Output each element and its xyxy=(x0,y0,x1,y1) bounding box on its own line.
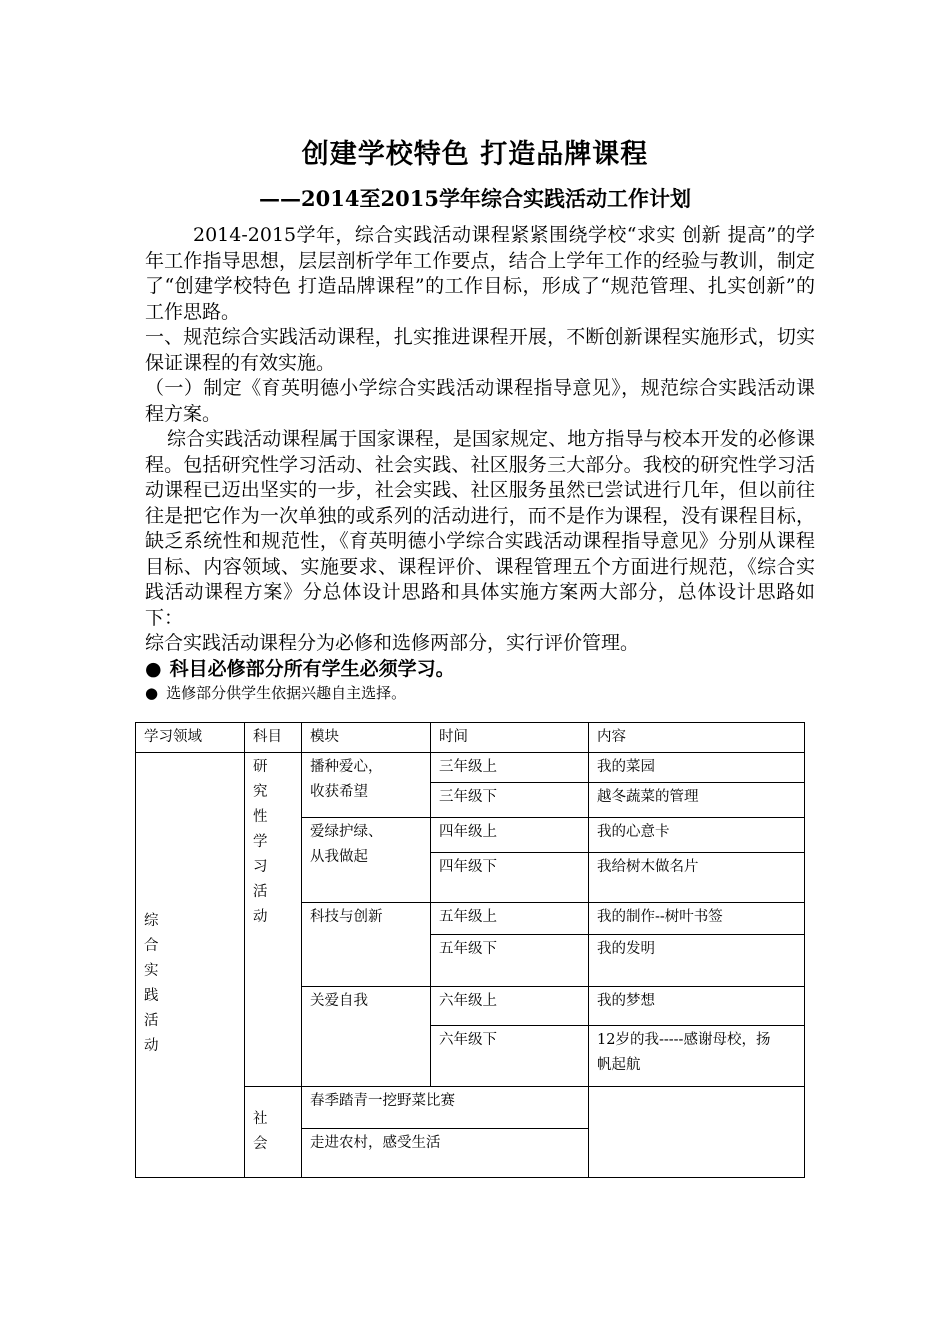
domain-label: 综 合 实 践 活 动 xyxy=(144,913,159,1054)
document-body xyxy=(145,223,815,704)
time-cell: 三年级下 xyxy=(431,783,589,818)
paragraph-course-description: 综合实践活动课程属于国家课程，是国家规定、地方指导与校本开发的必修课程。包括研究性学习活动、社会实践、社区服务三大部分。我校的研究性学习活动课程已迈出坚实的一步，社会实践、社区服务虽然已尝试进行几年，但以前往往是把它作为一次单独的或系列的活动进行，而不是作为课程，没有课程目标，缺乏系统性和规范性，《育英明德小学综合实践活动课程指导意见》分别从课程目标、内容领域、实施要求、课程评价、课程管理五个方面进行规范，《综合实践活动课程方案》分总体设计思路和具体实施方案两大部分，总体设计思路如下： xyxy=(145,428,815,629)
module-cell: 关爱自我 xyxy=(302,987,431,1087)
time-cell: 四年级下 xyxy=(431,853,589,903)
paragraph-course-structure: 综合实践活动课程分为必修和选修两部分，实行评价管理。 xyxy=(145,632,640,654)
header-time: 时间 xyxy=(431,723,589,753)
header-domain: 学习领域 xyxy=(136,723,245,753)
module-cell: 爱绿护绿、 从我做起 xyxy=(302,818,431,903)
header-content: 内容 xyxy=(589,723,805,753)
bullet-icon: ● xyxy=(145,684,159,702)
social-activity-cell: 春季踏青一挖野菜比赛 xyxy=(302,1087,589,1129)
content-cell: 我的发明 xyxy=(589,935,805,987)
curriculum-table xyxy=(135,722,805,1178)
time-cell: 四年级上 xyxy=(431,818,589,853)
header-subject: 科目 xyxy=(245,723,302,753)
bullet-elective-text: 选修部分供学生依据兴趣自主选择。 xyxy=(166,684,407,702)
content-cell: 我的梦想 xyxy=(589,987,805,1026)
time-cell: 五年级上 xyxy=(431,903,589,935)
bullet-elective xyxy=(145,682,815,704)
time-cell: 六年级下 xyxy=(431,1026,589,1087)
module-cell: 播种爱心， 收获希望 xyxy=(302,753,431,818)
social-activity-cell: 走进农村，感受生活 xyxy=(302,1129,589,1178)
content-cell: 我给树木做名片 xyxy=(589,853,805,903)
time-cell: 三年级上 xyxy=(431,753,589,783)
bullet-required xyxy=(145,657,815,683)
content-cell: 我的制作--树叶书签 xyxy=(589,903,805,935)
document-title: 创建学校特色 打造品牌课程 xyxy=(301,139,649,170)
social-content-cell xyxy=(589,1087,805,1178)
document-subtitle: ——2014至2015学年综合实践活动工作计划 xyxy=(259,186,691,211)
time-cell: 六年级上 xyxy=(431,987,589,1026)
bullet-required-text: 科目必修部分所有学生必须学习。 xyxy=(169,657,455,680)
subject-social-cell: 社 会 xyxy=(245,1087,302,1178)
module-cell: 科技与创新 xyxy=(302,903,431,987)
subject-research-label: 研 究 性 学 习 活 动 xyxy=(253,759,268,925)
table-row xyxy=(136,753,805,783)
paragraph-section-1: 一、规范综合实践活动课程，扎实推进课程开展，不断创新课程实施形式，切实保证课程的有效实施。 xyxy=(145,326,815,374)
paragraph-subsection-1: （一）制定《育英明德小学综合实践活动课程指导意见》，规范综合实践活动课程方案。 xyxy=(145,377,815,425)
content-cell: 越冬蔬菜的管理 xyxy=(589,783,805,818)
domain-cell xyxy=(136,753,245,1178)
content-cell: 我的菜园 xyxy=(589,753,805,783)
bullet-icon: ● xyxy=(145,657,162,680)
paragraph-intro: 2014-2015学年，综合实践活动课程紧紧围绕学校“求实 创新 提高”的学年工作指导思想，层层剖析学年工作要点，结合上学年工作的经验与教训，制定了“创建学校特色 打造品牌课程”的工作目标，形成了“规范管理、扎实创新”的工作思路。 xyxy=(145,224,815,323)
content-cell: 我的心意卡 xyxy=(589,818,805,853)
header-module: 模块 xyxy=(302,723,431,753)
time-cell: 五年级下 xyxy=(431,935,589,987)
content-cell: 12岁的我-----感谢母校，扬 帆起航 xyxy=(589,1026,805,1087)
subject-research-cell xyxy=(245,753,302,1087)
table-header-row xyxy=(136,723,805,753)
